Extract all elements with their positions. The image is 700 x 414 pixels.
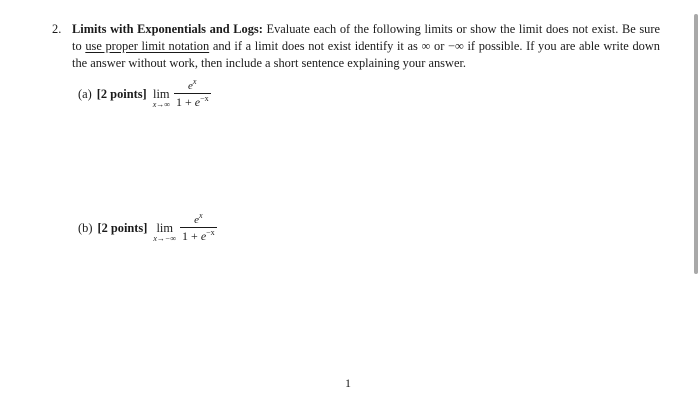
part-b-den-e: e bbox=[200, 229, 207, 243]
part-a-fraction bbox=[174, 77, 211, 109]
part-b-den-base: 1 + bbox=[182, 229, 201, 243]
problem-text bbox=[72, 21, 660, 72]
part-a-numerator bbox=[184, 77, 200, 93]
part-b-numerator bbox=[190, 211, 206, 227]
problem-text-2: and if a limit does not exist identify it as ∞ or −∞ if possible. If you are able write down the answer without work, then include a short sentence explaining your answer. bbox=[72, 39, 660, 70]
part-a-points: [2 points] bbox=[96, 87, 147, 101]
part-a-num-base: e bbox=[188, 80, 193, 92]
problem-title: Limits with Exponentials and Logs: bbox=[72, 22, 263, 36]
part-b-fraction bbox=[180, 211, 217, 243]
problem-statement bbox=[52, 21, 661, 72]
part-a-denominator bbox=[174, 94, 211, 109]
page-number: 1 bbox=[345, 376, 351, 390]
problem-underlined-text: use proper limit notation bbox=[85, 39, 210, 53]
part-a-lim-subscript: x→∞ bbox=[152, 100, 170, 109]
part-a-label: (a) bbox=[78, 87, 92, 101]
part-a-den-exp: −x bbox=[200, 94, 209, 103]
part-a-limit bbox=[153, 88, 170, 109]
part-b-lim-word: lim bbox=[156, 221, 173, 235]
part-a-den-base: 1 + bbox=[175, 95, 195, 109]
part-a bbox=[78, 77, 211, 109]
part-b-points: [2 points] bbox=[97, 221, 148, 235]
part-b-num-base: e bbox=[194, 214, 199, 226]
part-a-lim-word: lim bbox=[153, 87, 170, 101]
part-b-lim-subscript: x→−∞ bbox=[153, 234, 177, 243]
part-b-num-exp: x bbox=[199, 211, 203, 220]
part-b-den-exp: −x bbox=[206, 228, 215, 237]
problem-text-1: Evaluate each of the following limits or show the limit does not exist. Be sure to bbox=[72, 22, 661, 53]
part-b-label: (b) bbox=[78, 221, 93, 235]
part-b-denominator bbox=[180, 228, 217, 243]
vertical-scrollbar[interactable] bbox=[694, 14, 698, 274]
part-a-den-e: e bbox=[194, 95, 201, 109]
part-a-num-exp: x bbox=[192, 77, 197, 86]
part-b bbox=[78, 211, 217, 243]
problem-number: 2. bbox=[52, 22, 62, 36]
part-b-limit bbox=[153, 222, 176, 243]
